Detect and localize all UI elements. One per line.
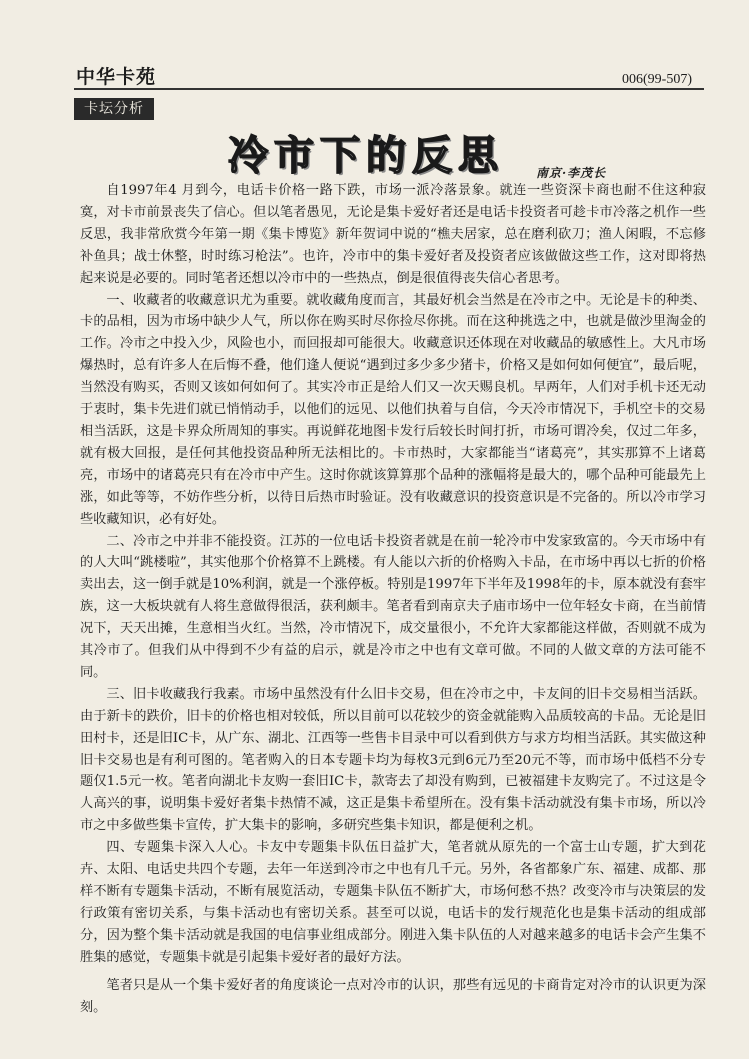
byline: 南京·李茂长 (536, 166, 607, 180)
header-title: 中华卡苑 (76, 66, 157, 88)
paragraph-2: 二、冷市之中并非不能投资。江苏的一位电话卡投资者就是在前一轮冷市中发家致富的。今天市场中有的人大叫“跳楼啦”，其实他那个价格算不上跳楼。有人能以六折的价格购入卡品，在市场中再以七折的价格卖出去，这一倒手就是10%利润，就是一个涨停板。特别是1997年下半年及1998年的卡，原本就没有套牢族，这一大板块就有人将生意做得很活，获利颇丰。笔者看到南京夫子庙市场中一位年轻女卡商，在当前情况下，天天出摊，生意相当火红。当然，冷市情况下，成交量很小，不允许大家都能这样做，否则就不成为其冷市了。但我们从中得到不少有益的启示，就是冷市之中也有文章可做。不同的人做文章的方法可能不同。 (80, 533, 706, 680)
article-body (80, 180, 706, 1018)
paragraph-intro: 自1997年4 月到今，电话卡价格一路下跌，市场一派冷落景象。就连一些资深卡商也耐不住这种寂寞，对卡市前景丧失了信心。但以笔者愚见，无论是集卡爱好者还是电话卡投资者可趁卡市冷落之机作一些反思，我非常欣赏今年第一期《集卡博览》新年贺词中说的“樵夫居家，总在磨利砍刀；渔人闲暇，不忘修补鱼具；战士休整，时时练习枪法”。也许，冷市中的集卡爱好者及投资者应该做做这些工作，这对即将热起来说是必要的。同时笔者还想以冷市中的一些热点，倒是很值得丧失信心者思考。 (80, 183, 706, 286)
article-title: 冷市下的反思 (228, 133, 504, 179)
paragraph-1: 一、收藏者的收藏意识尤为重要。就收藏角度而言，其最好机会当然是在冷市之中。无论是卡的种类、卡的品相，因为市场中缺少人气，所以你在购买时尽你捡尽你挑。而在这种挑选之中，也就是做沙里淘金的工作。冷市之中投入少，风险也小，而回报却可能很大。收藏意识还体现在对收藏品的敏感性上。大凡市场爆热时，总有许多人在后悔不叠，他们逢人便说“遇到过多少多少猪卡，价格又是如何如何便宜”，最后呢，当然没有购买，否则又该如何如何了。其实冷市正是给人们又一次天赐良机。早两年，人们对手机卡还无动于衷时，集卡先进们就已悄悄动手，以他们的远见、以他们执着与自信，今天冷市情况下，手机空卡的交易相当活跃，这是卡界众所周知的事实。再说鲜花地图卡发行后较长时间打折，市场可谓冷矣，仅过二年多，就有极大回报，是任何其他投资品种所无法相比的。卡市热时，大家都能当“诸葛亮”，其实那算不上诸葛亮，市场中的诸葛亮只有在冷市中产生。这时你就该算算那个品种的涨幅将是最大的，哪个品种可能最先上涨，如此等等，不妨作些分析，以待日后热市时验证。没有收藏意识的投资意识是不完备的。所以冷市学习些收藏知识，必有好处。 (80, 292, 706, 527)
section-tag: 卡坛分析 (74, 98, 154, 120)
page-code: 006(99-507) (622, 72, 692, 87)
paragraph-4: 四、专题集卡深入人心。卡友中专题集卡队伍日益扩大，笔者就从原先的一个富士山专题，扩大到花卉、太阳、电话史共四个专题，去年一年送到冷市之中也有几千元。另外，各省都象广东、福建、成都、那样不断有专题集卡活动，不断有展览活动，专题集卡队伍不断扩大，市场何愁不热？改变冷市与决策层的发行政策有密切关系，与集卡活动也有密切关系。甚至可以说，电话卡的发行规范化也是集卡活动的组成部分，因为整个集卡活动就是我国的电信事业组成部分。刚进入集卡队伍的人对越来越多的电话卡会产生集不胜集的感觉，专题集卡就是引起集卡爱好者的最好方法。 (80, 840, 706, 965)
paragraph-3: 三、旧卡收藏我行我素。市场中虽然没有什么旧卡交易，但在冷市之中，卡友间的旧卡交易相当活跃。由于新卡的跌价，旧卡的价格也相对较低，所以目前可以花较少的资金就能购入品质较高的卡品。无论是旧田村卡，还是旧IC卡，从广东、湖北、江西等一些售卡目录中可以看到供方与求方均相当活跃。其实做这种旧卡交易也是有利可图的。笔者购入的日本专题卡均为每枚3元到6元乃至20元不等，而市场中低档不分专题仅1.5元一枚。笔者向湖北卡友购一套旧IC卡，款寄去了却没有购到，已被福建卡友购完了。不过这是令人高兴的事，说明集卡爱好者集卡热情不减，这正是集卡希望所在。没有集卡活动就没有集卡市场，所以冷市之中多做些集卡宣传，扩大集卡的影响，多研究些集卡知识，都是便利之机。 (80, 686, 706, 834)
paragraph-conclusion: 笔者只是从一个集卡爱好者的角度谈论一点对冷市的认识，那些有远见的卡商肯定对冷市的认识更为深刻。 (80, 977, 706, 1015)
header-rule (74, 88, 704, 90)
